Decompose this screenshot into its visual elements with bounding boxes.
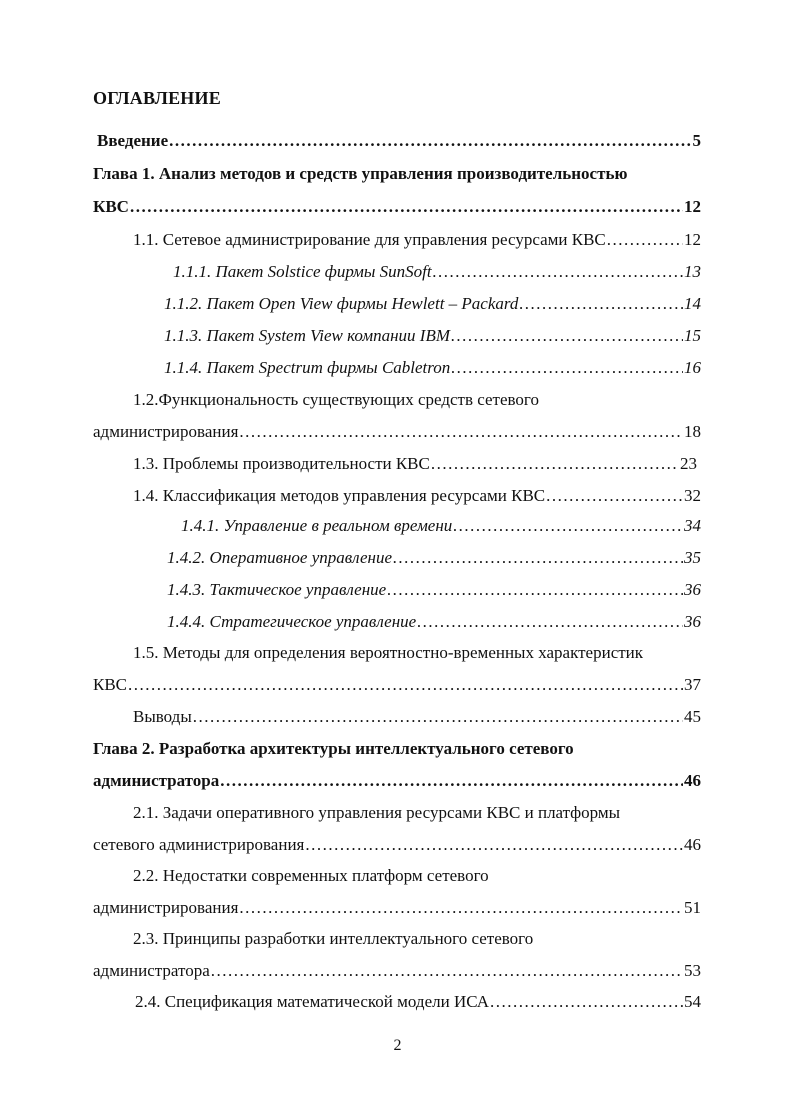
- toc-entry-label: 1.1.3. Пакет System View компании IBM: [164, 326, 450, 345]
- toc-entry-page: 16: [684, 358, 701, 377]
- toc-title: ОГЛАВЛЕНИЕ: [93, 88, 221, 108]
- toc-entry-2-4[interactable]: [135, 990, 701, 1014]
- toc-entry-2-3[interactable]: [93, 959, 701, 983]
- toc-entry-page: 37: [684, 675, 701, 694]
- toc-entry-page: 36: [684, 580, 701, 599]
- toc-entry-page: 45: [684, 707, 701, 726]
- toc-entry-2-1[interactable]: [93, 833, 701, 857]
- dot-leader: [451, 356, 683, 380]
- toc-entry-label: Выводы: [133, 707, 192, 726]
- toc-entry-page: 46: [684, 771, 701, 790]
- toc-entry-page: 18: [684, 422, 701, 441]
- toc-chapter-2-title[interactable]: Глава 2. Разработка архитектуры интеллектуального сетевого: [93, 739, 574, 758]
- toc-entry-page: 15: [684, 326, 701, 345]
- dot-leader: [393, 546, 683, 570]
- toc-entry-1-4[interactable]: [133, 484, 701, 508]
- toc-chapter-1-title[interactable]: Глава 1. Анализ методов и средств управления производительностью: [93, 164, 628, 183]
- toc-entry-label: администрирования: [93, 898, 239, 917]
- toc-entry-2-1-title[interactable]: 2.1. Задачи оперативного управления ресурсами КВС и платформы: [133, 803, 621, 822]
- toc-entry-conclusions[interactable]: [133, 705, 701, 729]
- toc-entry-label: 1.1.2. Пакет Open View фирмы Hewlett – Packard: [164, 294, 519, 313]
- toc-entry-chapter-2[interactable]: [93, 769, 701, 793]
- dot-leader: [220, 769, 683, 793]
- toc-entry-chapter-1[interactable]: [93, 195, 701, 219]
- dot-leader: [607, 228, 683, 252]
- toc-entry-page: 35: [684, 548, 701, 567]
- toc-entry-page: 34: [684, 516, 701, 535]
- toc-entry-1-5-title[interactable]: 1.5. Методы для определения вероятностно-временных характеристик: [133, 643, 644, 662]
- toc-entry-label: 1.4.4. Стратегическое управление: [167, 612, 417, 631]
- toc-entry-label: 1.4. Классификация методов управления ресурсами КВС: [133, 486, 546, 505]
- dot-leader: [417, 610, 683, 634]
- toc-entry-page: 36: [684, 612, 701, 631]
- toc-entry-page: 5: [692, 131, 701, 150]
- dot-leader: [239, 420, 683, 444]
- toc-entry-1-4-3[interactable]: [167, 578, 701, 602]
- toc-entry-1-3[interactable]: [133, 452, 697, 476]
- toc-entry-2-2-title[interactable]: 2.2. Недостатки современных платформ сетевого: [133, 866, 489, 885]
- toc-entry-label: 1.4.1. Управление в реальном времени: [181, 516, 453, 535]
- toc-entry-page: 53: [684, 961, 701, 980]
- toc-entry-page: 14: [684, 294, 701, 313]
- toc-entry-2-2[interactable]: [93, 896, 701, 920]
- toc-entry-page: 23: [680, 454, 697, 473]
- toc-entry-label: 1.4.2. Оперативное управление: [167, 548, 392, 567]
- toc-entry-1-4-1[interactable]: [181, 514, 701, 538]
- toc-entry-1-1-2[interactable]: [164, 292, 701, 316]
- dot-leader: [519, 292, 683, 316]
- toc-entry-1-4-2[interactable]: [167, 546, 701, 570]
- toc-entry-label: КВС: [93, 197, 129, 216]
- toc-entry-label: 1.4.3. Тактическое управление: [167, 580, 387, 599]
- toc-entry-page: 13: [684, 262, 701, 281]
- toc-entry-label: КВС: [93, 675, 128, 694]
- toc-entry-1-4-4[interactable]: [167, 610, 701, 634]
- toc-entry-label: 1.3. Проблемы производительности КВС: [133, 454, 430, 473]
- toc-entry-label: сетевого администрирования: [93, 835, 305, 854]
- toc-entry-1-1-4[interactable]: [164, 356, 701, 380]
- dot-leader: [211, 959, 683, 983]
- toc-entry-intro[interactable]: [97, 129, 701, 153]
- dot-leader: [128, 673, 683, 697]
- toc-entry-label: 1.1. Сетевое администрирование для управления ресурсами КВС: [133, 230, 606, 249]
- dot-leader: [433, 260, 683, 284]
- dot-leader: [239, 896, 683, 920]
- toc-entry-1-1[interactable]: [133, 228, 701, 252]
- toc-entry-label: администрирования: [93, 422, 239, 441]
- page-number: 2: [393, 1037, 402, 1054]
- dot-leader: [453, 514, 683, 538]
- toc-entry-label: администратора: [93, 771, 220, 790]
- toc-entry-page: 54: [684, 992, 701, 1011]
- toc-entry-label: 1.1.1. Пакет Solstice фирмы SunSoft: [173, 262, 432, 281]
- dot-leader: [431, 452, 679, 476]
- toc-entry-label: администратора: [93, 961, 210, 980]
- toc-entry-page: 12: [684, 230, 701, 249]
- dot-leader: [305, 833, 683, 857]
- toc-entry-page: 51: [684, 898, 701, 917]
- dot-leader: [193, 705, 683, 729]
- toc-entry-page: 46: [684, 835, 701, 854]
- toc-entry-1-1-1[interactable]: [173, 260, 701, 284]
- toc-entry-page: 12: [684, 197, 701, 216]
- toc-entry-label: 2.4. Спецификация математической модели ИСА: [135, 992, 489, 1011]
- dot-leader: [451, 324, 683, 348]
- toc-entry-1-2-title[interactable]: 1.2.Функциональность существующих средств сетевого: [133, 390, 539, 409]
- toc-entry-1-2[interactable]: [93, 420, 701, 444]
- dot-leader: [387, 578, 683, 602]
- toc-entry-2-3-title[interactable]: 2.3. Принципы разработки интеллектуального сетевого: [133, 929, 534, 948]
- dot-leader: [546, 484, 683, 508]
- toc-entry-1-5[interactable]: [93, 673, 701, 697]
- dot-leader: [169, 129, 691, 153]
- toc-entry-1-1-3[interactable]: [164, 324, 701, 348]
- toc-entry-page: 32: [684, 486, 701, 505]
- dot-leader: [130, 195, 683, 219]
- toc-entry-label: Введение: [97, 131, 169, 150]
- toc-entry-label: 1.1.4. Пакет Spectrum фирмы Cabletron: [164, 358, 451, 377]
- dot-leader: [490, 990, 683, 1014]
